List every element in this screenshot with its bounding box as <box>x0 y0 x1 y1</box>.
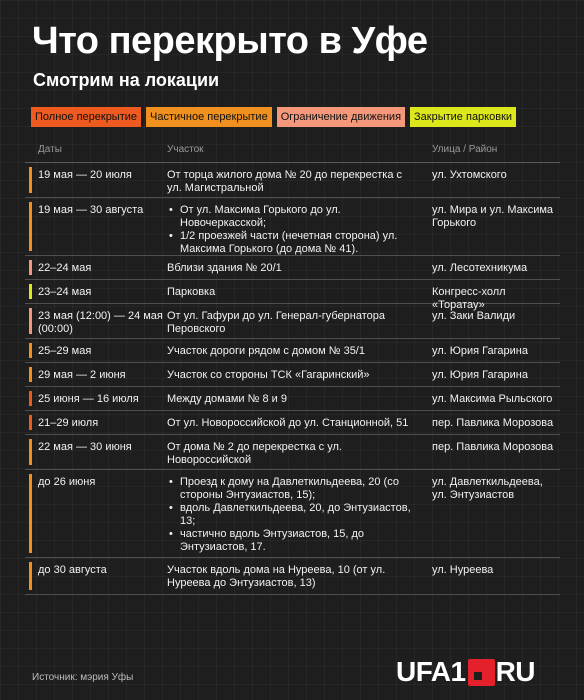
cell-date: до 26 июня <box>38 476 96 488</box>
cell-place: От ул. Гафури до ул. Генерал-губернатора Перовского <box>167 310 386 335</box>
table-row <box>25 411 560 435</box>
table-row <box>25 387 560 411</box>
place-bullet-item: • От ул. Максима Горького до ул. Новочеркасской; <box>167 204 417 230</box>
cell-street: пер. Павлика Морозова <box>432 417 554 429</box>
closure-type-marker <box>29 474 32 553</box>
place-bullet-item: • Проезд к дому на Давлеткильдеева, 20 (со стороны Энтузиастов, 15); <box>167 476 417 502</box>
cell-place: Парковка <box>167 286 216 298</box>
cell-date: 23–24 мая <box>38 286 92 298</box>
logo-square-icon <box>468 659 495 686</box>
cell-street: ул. Лесотехникума <box>432 262 528 274</box>
table-row <box>25 256 560 280</box>
closure-type-marker <box>29 308 32 334</box>
cell-date: 25–29 мая <box>38 345 92 357</box>
cell-date: 29 мая — 2 июня <box>38 369 126 381</box>
logo-text-right: RU <box>495 656 536 687</box>
closure-type-marker <box>29 284 32 299</box>
table-row <box>25 558 560 595</box>
table-row <box>25 280 560 311</box>
table-row <box>25 435 560 470</box>
table-header <box>25 140 560 163</box>
cell-street: ул. Нуреева <box>432 564 494 576</box>
legend <box>31 107 516 127</box>
cell-place: Участок вдоль дома на Нуреева, 10 (от ул. Нуреева до Энтузиастов, 13) <box>167 564 386 589</box>
table-row <box>25 163 560 198</box>
cell-date: 22 мая — 30 июня <box>38 441 132 453</box>
closure-type-marker <box>29 562 32 590</box>
closure-type-marker <box>29 391 32 406</box>
legend-parking-closure: Закрытие парковки <box>410 107 516 127</box>
cell-date: 19 мая — 20 июля <box>38 169 132 181</box>
cell-date: до 30 августа <box>38 564 107 576</box>
table-row <box>25 339 560 363</box>
cell-date: 19 мая — 30 августа <box>38 204 144 216</box>
table-row <box>25 304 560 339</box>
cell-place: Участок со стороны ТСК «Гагаринский» <box>167 369 370 381</box>
cell-street: ул. Юрия Гагарина <box>432 345 528 357</box>
cell-street: пер. Павлика Морозова <box>432 441 554 453</box>
cell-place: Вблизи здания № 20/1 <box>167 262 282 274</box>
table-row <box>25 198 560 256</box>
cell-street: ул. Давлеткильдеева, ул. Энтузиастов <box>432 476 543 501</box>
closure-type-marker <box>29 367 32 382</box>
cell-place <box>167 204 417 256</box>
cell-place: От торца жилого дома № 20 до перекрестка с ул. Магистральной <box>167 169 403 194</box>
closure-type-marker <box>29 202 32 251</box>
cell-date: 23 мая (12:00) — 24 мая (00:00) <box>38 310 163 335</box>
legend-traffic-restriction: Ограничение движения <box>277 107 405 127</box>
place-bullet-list <box>167 204 417 256</box>
cell-date: 25 июня — 16 июля <box>38 393 139 405</box>
column-header-date: Даты <box>38 144 62 155</box>
column-header-place: Участок <box>167 144 204 155</box>
closure-type-marker <box>29 167 32 193</box>
legend-full-closure: Полное перекрытие <box>31 107 141 127</box>
cell-street: ул. Мира и ул. Максима Горького <box>432 204 554 229</box>
table-body <box>25 163 560 595</box>
cell-street: ул. Максима Рыльского <box>432 393 553 405</box>
place-bullet-item: • частично вдоль Энтузиастов, 15, до Энтузиастов, 17. <box>167 528 417 554</box>
place-bullet-item: • вдоль Давлеткильдеева, 20, до Энтузиастов, 13; <box>167 502 417 528</box>
cell-place <box>167 476 417 554</box>
cell-street: Конгресс-холл «Торатау» <box>432 286 506 311</box>
cell-street: ул. Ухтомского <box>432 169 507 181</box>
cell-place: От дома № 2 до перекрестка с ул. Новороссийской <box>167 441 342 466</box>
ufa1-logo <box>396 657 535 687</box>
place-bullet-list <box>167 476 417 554</box>
closure-type-marker <box>29 415 32 430</box>
cell-street: ул. Юрия Гагарина <box>432 369 528 381</box>
cell-place: Участок дороги рядом с домом № 35/1 <box>167 345 365 357</box>
legend-partial-closure: Частичное перекрытие <box>146 107 272 127</box>
closure-type-marker <box>29 343 32 358</box>
table-row <box>25 363 560 387</box>
cell-place: От ул. Новороссийской до ул. Станционной, 51 <box>167 417 409 429</box>
page-title: Что перекрыто в Уфе <box>32 20 428 62</box>
cell-date: 21–29 июля <box>38 417 99 429</box>
page-subtitle: Смотрим на локации <box>33 70 220 90</box>
closure-type-marker <box>29 439 32 465</box>
cell-place: Между домами № 8 и 9 <box>167 393 287 405</box>
place-bullet-item: • 1/2 проезжей части (нечетная сторона) ул. Максима Горького (до дома № 41). <box>167 230 417 256</box>
table-row <box>25 470 560 558</box>
cell-date: 22–24 мая <box>38 262 92 274</box>
logo-text-left: UFA1 <box>396 656 466 687</box>
closures-table <box>25 140 560 595</box>
source-note: Источник: мэрия Уфы <box>32 672 134 683</box>
cell-street: ул. Заки Валиди <box>432 310 516 322</box>
closure-type-marker <box>29 260 32 275</box>
column-header-street: Улица / Район <box>432 144 498 155</box>
